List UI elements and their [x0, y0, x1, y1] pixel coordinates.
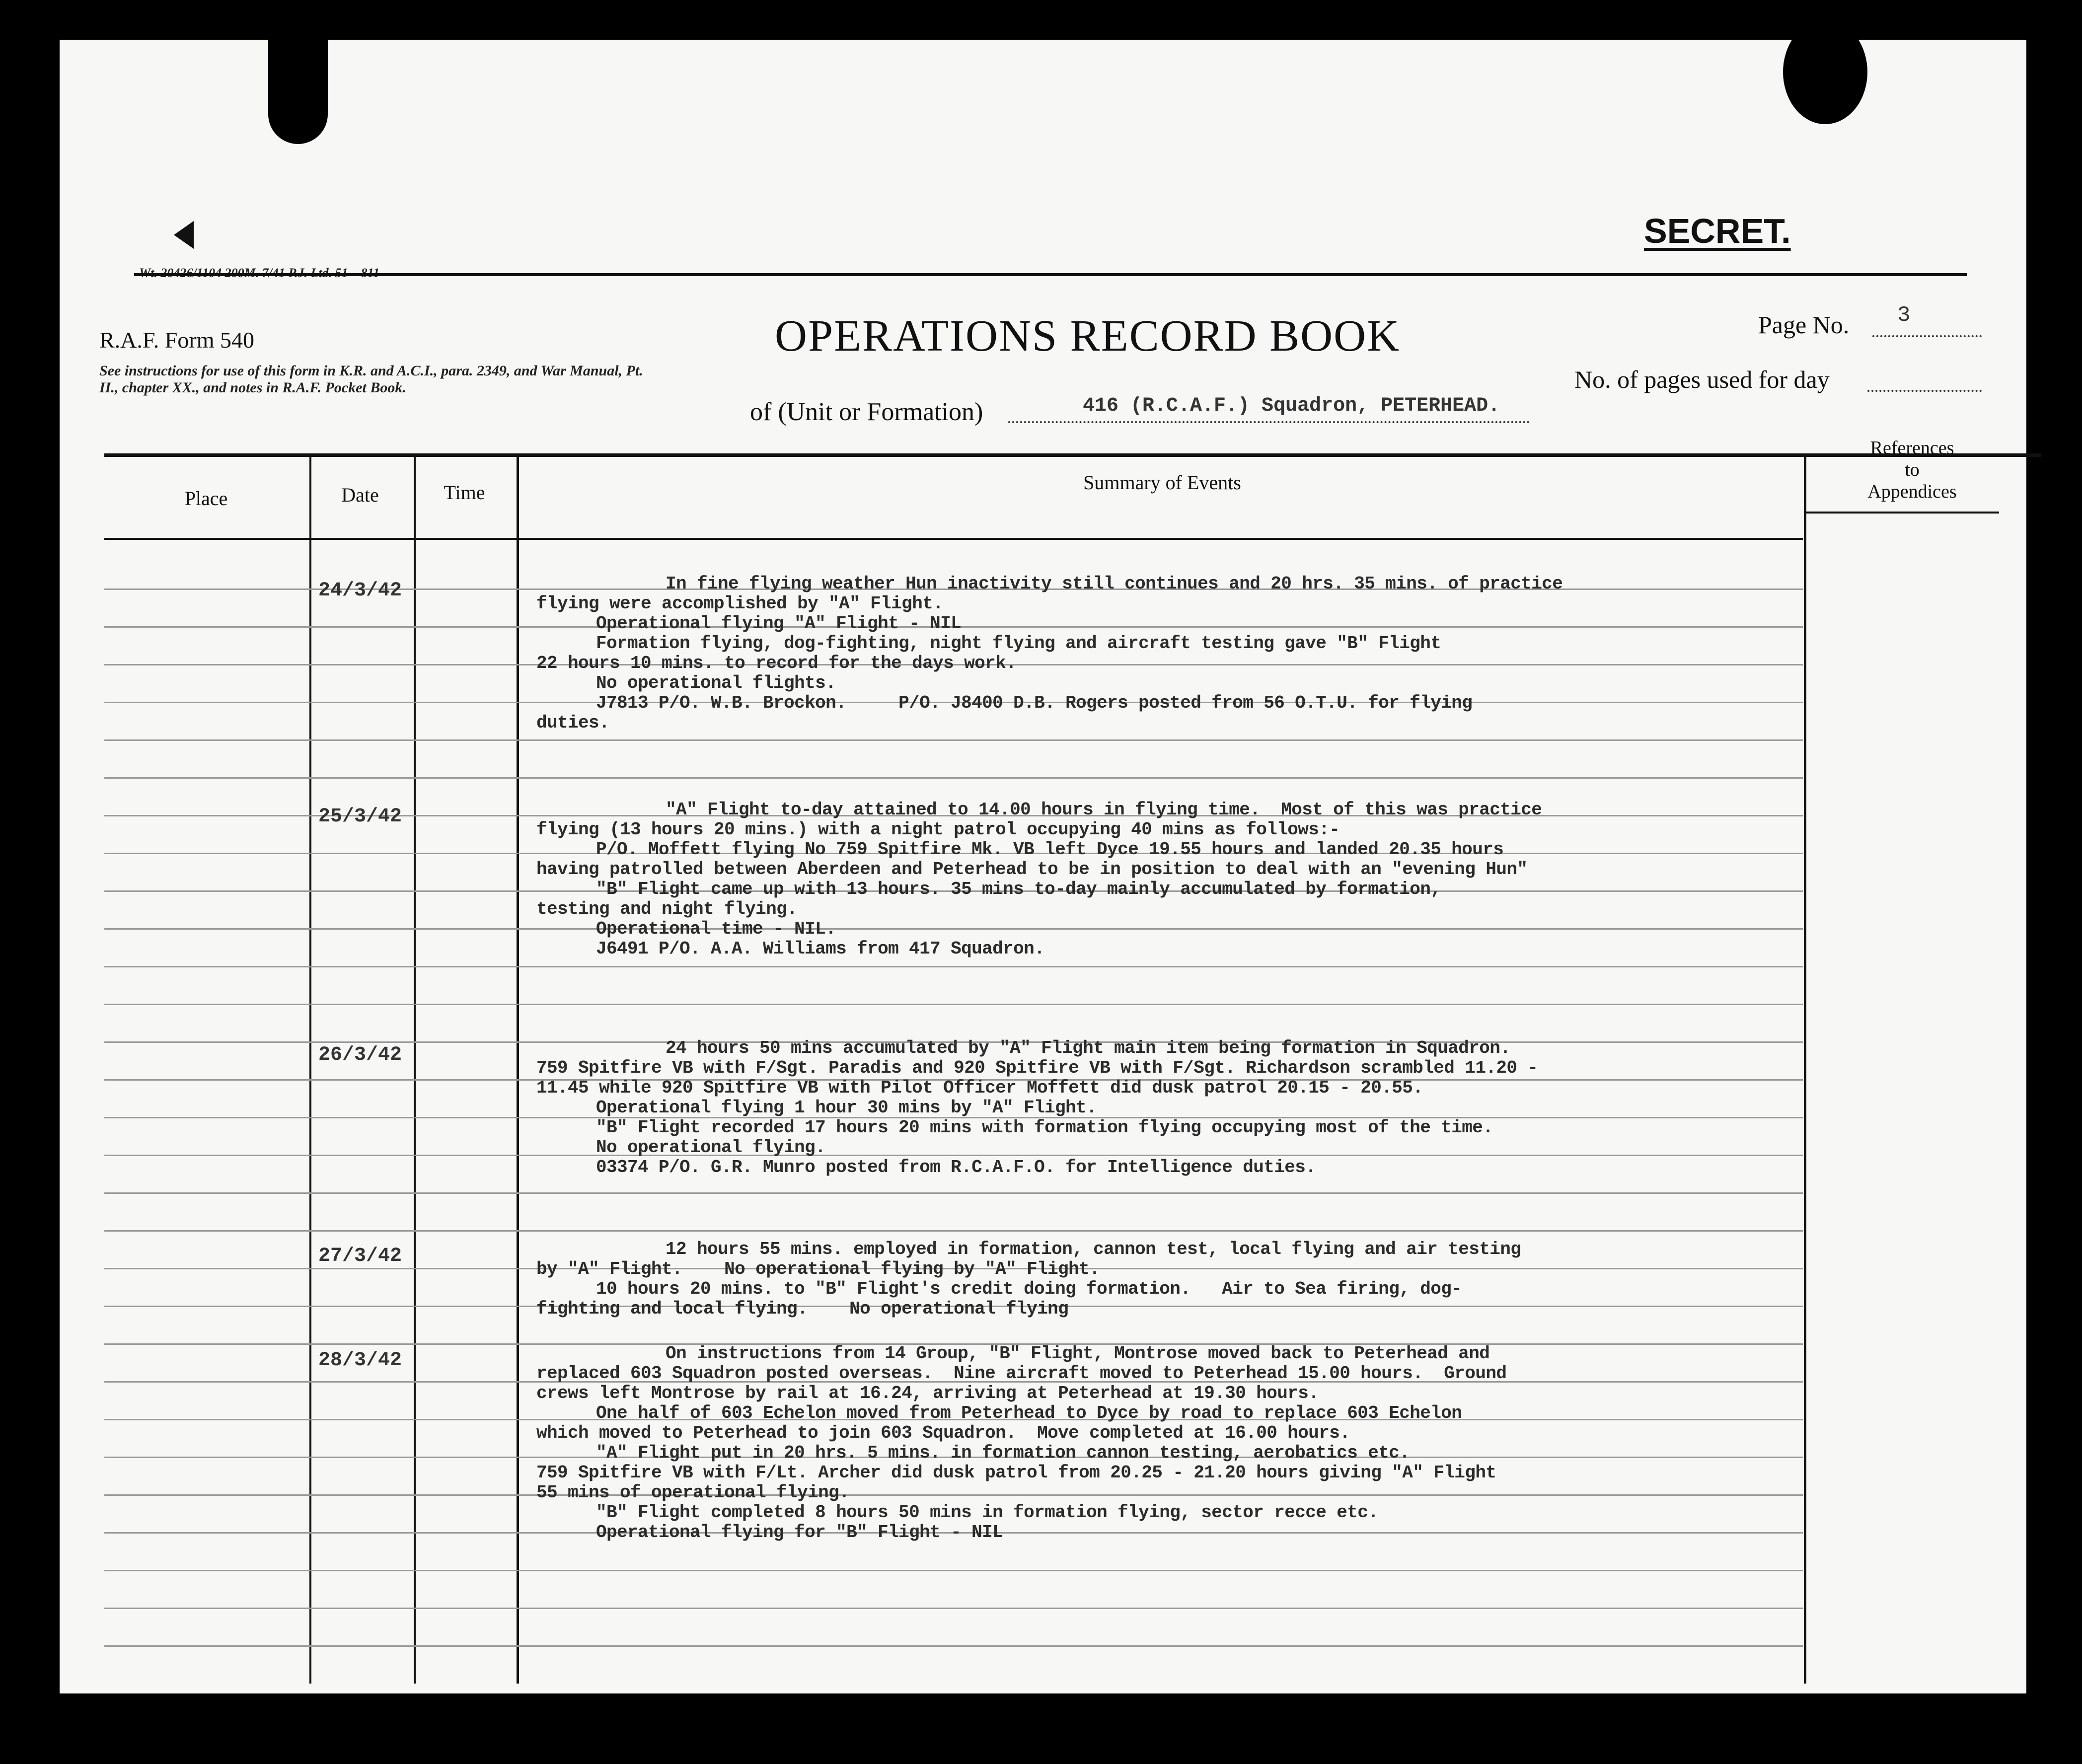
summary-line: "B" Flight recorded 17 hours 20 mins with formation flying occupying most of the time.	[596, 1117, 1493, 1138]
summary-line: P/O. Moffett flying No 759 Spitfire Mk. VB left Dyce 19.55 hours and landed 20.35 hours	[596, 839, 1504, 860]
summary-line: crews left Montrose by rail at 16.24, arriving at Peterhead at 19.30 hours.	[536, 1383, 1319, 1403]
time-column-left-border	[414, 457, 416, 1684]
ruled-line	[104, 1570, 1803, 1571]
summary-line: replaced 603 Squadron posted overseas. Nine aircraft moved to Peterhead 15.00 hours. Ground	[536, 1363, 1507, 1384]
ruled-line	[104, 1645, 1803, 1647]
ruled-line	[104, 1230, 1803, 1232]
column-header-summary: Summary of Events	[1083, 471, 1241, 494]
unit-value: 416 (R.C.A.F.) Squadron, PETERHEAD.	[1083, 395, 1500, 417]
ruled-line	[104, 777, 1803, 779]
arrow-mark-icon	[174, 221, 194, 249]
summary-line: J6491 P/O. A.A. Williams from 417 Squadron.	[596, 939, 1045, 959]
ruled-line	[104, 739, 1803, 741]
summary-line: Operational flying for "B" Flight - NIL	[596, 1522, 1003, 1543]
summary-line: Formation flying, dog-fighting, night flying and aircraft testing gave "B" Flight	[596, 633, 1441, 654]
summary-line: 10 hours 20 mins. to "B" Flight's credit doing formation. Air to Sea firing, dog-	[596, 1279, 1462, 1299]
summary-line: One half of 603 Echelon moved from Peterhead to Dyce by road to replace 603 Echelon	[596, 1403, 1462, 1423]
summary-line: On instructions from 14 Group, "B" Flight, Montrose moved back to Peterhead and	[666, 1343, 1490, 1364]
summary-line: by "A" Flight. No operational flying by "A" Flight.	[536, 1259, 1100, 1279]
column-header-time: Time	[444, 481, 485, 504]
summary-line: testing and night flying.	[536, 899, 798, 919]
summary-line: 03374 P/O. G.R. Munro posted from R.C.A.F.O. for Intelligence duties.	[596, 1157, 1316, 1177]
form-identifier: R.A.F. Form 540	[99, 327, 254, 353]
summary-line: J7813 P/O. W.B. Brockon. P/O. J8400 D.B. Rogers posted from 56 O.T.U. for flying	[596, 693, 1473, 713]
summary-line: 22 hours 10 mins. to record for the days work.	[536, 653, 1017, 673]
summary-line: "A" Flight put in 20 hrs. 5 mins. in formation cannon testing, aerobatics etc.	[596, 1443, 1410, 1463]
ruled-line	[104, 1004, 1803, 1005]
summary-line: No operational flights.	[596, 673, 836, 693]
pages-used-label: No. of pages used for day	[1574, 366, 1830, 393]
page-number-value: 3	[1897, 303, 1911, 328]
page-number-dotted-line	[1872, 335, 1982, 337]
summary-line: flying were accomplished by "A" Flight.	[536, 593, 944, 614]
references-column-left-border	[1804, 457, 1806, 1684]
ruled-line	[104, 1192, 1803, 1194]
summary-line: which moved to Peterhead to join 603 Squadron. Move completed at 16.00 hours.	[536, 1423, 1350, 1443]
ruled-line	[104, 928, 1803, 930]
summary-line: Operational time - NIL.	[596, 919, 836, 939]
summary-line: Operational flying "A" Flight - NIL	[596, 613, 962, 634]
summary-line: No operational flying.	[596, 1137, 826, 1158]
summary-line: 11.45 while 920 Spitfire VB with Pilot Officer Moffett did dusk patrol 20.15 - 20.55.	[536, 1078, 1423, 1098]
column-header-place: Place	[184, 487, 228, 510]
summary-line: Operational flying 1 hour 30 mins by "A" Flight.	[596, 1098, 1097, 1118]
summary-line: In fine flying weather Hun inactivity still continues and 20 hrs. 35 mins. of practice	[666, 574, 1563, 594]
page-number-label: Page No.	[1758, 311, 1850, 339]
entry-date: 24/3/42	[318, 580, 402, 602]
summary-line: 55 mins of operational flying.	[536, 1482, 850, 1503]
summary-line: "B" Flight came up with 13 hours. 35 mins to-day mainly accumulated by formation,	[596, 879, 1441, 899]
left-binding-notch	[268, 30, 328, 144]
date-column-left-border	[309, 457, 311, 1684]
references-line-1: References	[1870, 438, 1954, 458]
unit-dotted-line	[1008, 421, 1530, 423]
classification-label: SECRET.	[1644, 212, 1791, 250]
form-sheet	[60, 40, 2026, 1693]
summary-line: "A" Flight to-day attained to 14.00 hours in flying time. Most of this was practice	[666, 800, 1542, 820]
pages-used-dotted-line	[1867, 390, 1982, 392]
column-header-references	[1808, 437, 2016, 503]
summary-line: "B" Flight completed 8 hours 50 mins in formation flying, sector recce etc.	[596, 1502, 1379, 1523]
references-line-3: Appendices	[1867, 481, 1957, 502]
entry-date: 25/3/42	[318, 806, 402, 828]
summary-line: fighting and local flying. No operational flying	[536, 1299, 1069, 1319]
references-line-2: to	[1905, 459, 1920, 480]
ruled-line	[104, 1155, 1803, 1156]
summary-line: duties.	[536, 713, 610, 733]
column-header-date: Date	[341, 484, 379, 506]
summary-line: having patrolled between Aberdeen and Peterhead to be in position to deal with an "evening Hun"	[536, 859, 1528, 880]
top-rule	[134, 273, 1967, 276]
entry-date: 28/3/42	[318, 1349, 402, 1372]
unit-label: of (Unit or Formation)	[750, 398, 983, 426]
right-punch-hole	[1783, 20, 1867, 124]
column-header-rule	[104, 538, 1803, 540]
summary-line: 759 Spitfire VB with F/Sgt. Paradis and 920 Spitfire VB with F/Sgt. Richardson scrambled 11.20 -	[536, 1058, 1538, 1078]
entry-date: 27/3/42	[318, 1245, 402, 1267]
ruled-line	[104, 1494, 1803, 1496]
ruled-line	[104, 1608, 1803, 1609]
page-title: OPERATIONS RECORD BOOK	[775, 311, 1401, 361]
summary-line: 12 hours 55 mins. employed in formation, cannon test, local flying and air testing	[666, 1239, 1521, 1259]
header-rule	[104, 453, 2041, 457]
summary-line: 24 hours 50 mins accumulated by "A" Flight main item being formation in Squadron.	[666, 1038, 1511, 1058]
summary-line: 759 Spitfire VB with F/Lt. Archer did dusk patrol from 20.25 - 21.20 hours giving "A" Flight	[536, 1463, 1496, 1483]
references-header-rule	[1805, 512, 1999, 514]
entry-date: 26/3/42	[318, 1044, 402, 1066]
ruled-line	[104, 966, 1803, 967]
summary-column-left-border	[517, 457, 519, 1684]
summary-line: flying (13 hours 20 mins.) with a night patrol occupying 40 mins as follows:-	[536, 819, 1340, 840]
form-instructions: See instructions for use of this form in K.R. and A.C.I., para. 2349, and War Manual, Pt. II., chapter XX., and notes in R.A.F. Pocket Book.	[99, 363, 643, 396]
